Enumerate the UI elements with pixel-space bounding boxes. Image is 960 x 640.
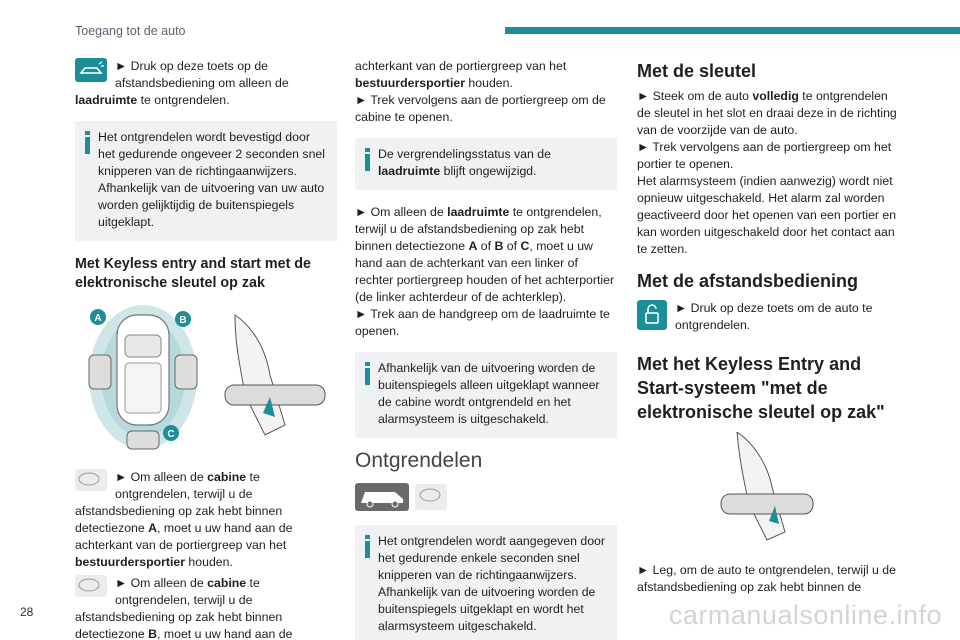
heading-keyless-start: Met het Keyless Entry and Start-systeem "met de elektronische sleutel op zak": [637, 354, 885, 422]
paragraph-alarm: Het alarmsysteem (indien aanwezig) wordt niet opnieuw uitgeschakeld. Het alarm zal worden geactiveerd door het openen van een portier en kan worden uitgeschakeld door het contact aan te zetten.: [637, 174, 897, 256]
paragraph-open-cargo: ► Trek aan de handgreep om de laadruimte te openen.: [355, 307, 610, 338]
heading-met-de-sleutel: Met de sleutel: [637, 61, 757, 81]
section-heading-keyless: Met Keyless entry and start met de elektronische sleutel op zak: [75, 256, 311, 291]
text-bold: laadruimte: [75, 93, 138, 107]
handle-touch-icon: [75, 575, 107, 597]
zone-label-c: C: [167, 429, 175, 440]
text: ► Druk op deze toets op de afstandsbediening om alleen de: [115, 59, 289, 90]
info-icon: [365, 148, 370, 178]
text-bold: A: [468, 239, 478, 253]
paragraph-driver-door: [355, 58, 617, 92]
handle-touch-icon: [415, 484, 447, 510]
text: houden.: [185, 555, 233, 569]
header-accent-bar: [505, 27, 960, 34]
text: blijft ongewijzigd.: [440, 164, 537, 178]
text: houden.: [465, 76, 513, 90]
column-1: [75, 58, 337, 640]
paragraph-remote-unlock: [637, 300, 901, 334]
text: ► Om alleen de: [355, 205, 448, 219]
info-text: Afhankelijk van de uitvoering worden de buitenspiegels alleen uitgeklapt wanneer de cabine wordt ontgrendeld en het alarmsysteem is uitgeschakeld.: [378, 361, 600, 426]
info-box: [355, 138, 617, 190]
hand-on-handle-image: [225, 315, 325, 435]
text-bold: bestuurdersportier: [75, 555, 186, 569]
paragraph-open-cabin: ► Trek vervolgens aan de portiergreep om de cabine te openen.: [355, 93, 606, 124]
van-icon: [355, 483, 409, 511]
hand-on-handle-image: [637, 432, 901, 544]
text-bold: cabine: [207, 576, 247, 590]
info-box: [355, 525, 617, 640]
text: te ontgrendelen de sleutel in het slot en draai deze in de richting van de voorzijde van de auto.: [637, 89, 897, 137]
text: ► Steek om de auto: [637, 89, 753, 103]
paragraph-cargo-unlock: [75, 58, 337, 109]
text: of: [477, 239, 495, 253]
text: te ontgrendelen, terwijl u de afstandsbediening op zak hebt binnen detectiezone: [75, 470, 283, 535]
unlock-icon: [637, 300, 667, 330]
text-bold: bestuurdersportier: [355, 76, 466, 90]
info-text: [378, 146, 607, 180]
text: te ontgrendelen, terwijl u de afstandsbediening op zak hebt binnen detectiezone: [355, 205, 602, 253]
text: te ontgrendelen, terwijl u de afstandsbediening op zak hebt binnen detectiezone: [75, 576, 283, 640]
text: of: [503, 239, 521, 253]
paragraph-keyless-unlock: ► Leg, om de auto te ontgrendelen, terwijl u de afstandsbediening op zak hebt binnen de: [637, 563, 896, 594]
text: ► Om alleen de: [115, 576, 208, 590]
icon-row: [355, 483, 617, 511]
zone-label-a: A: [94, 313, 102, 324]
text: , moet u uw hand aan de: [157, 627, 293, 640]
info-icon: [85, 131, 90, 161]
van-unlock-icon: [75, 58, 107, 82]
text: te ontgrendelen.: [137, 93, 230, 107]
text: ► Druk op deze toets om de auto te ontgrendelen.: [675, 301, 873, 332]
section-title-ontgrendelen: Ontgrendelen: [355, 449, 483, 472]
zone-label-b: B: [179, 315, 187, 326]
text: , moet u uw hand aan de achterkant van een linker of rechter portiergreep houden of het achterportier (de linker achterdeur of de achterklep).: [355, 239, 615, 304]
text: ► Om alleen de: [115, 470, 208, 484]
heading-afstandsbediening: Met de afstandsbediening: [637, 271, 859, 291]
watermark: carmanualsonline.info: [668, 600, 942, 630]
info-box: [355, 352, 617, 438]
column-2: [355, 58, 617, 640]
text-bold: laadruimte: [447, 205, 510, 219]
header-title: Toegang tot de auto: [75, 24, 186, 38]
column-3: [637, 58, 901, 596]
info-text: Het ontgrendelen wordt aangegeven door het gedurende enkele seconden snel knipperen van de richtingaanwijzers. Afhankelijk van de uitvoering worden de buitenspiegels uitgeklapt en wordt het alarmsysteem uitgeschakeld.: [378, 534, 605, 633]
text-bold: cabine: [207, 470, 247, 484]
text-bold: A: [148, 521, 158, 535]
text-bold: B: [148, 627, 158, 640]
text-bold: C: [520, 239, 530, 253]
paragraph-key-unlock: [637, 88, 901, 139]
handle-touch-icon: [75, 469, 107, 491]
page-number: 28: [20, 605, 34, 619]
info-box: [75, 121, 337, 241]
text: achterkant van de portiergreep van het: [355, 59, 567, 73]
info-icon: [365, 362, 370, 392]
info-text: Het ontgrendelen wordt bevestigd door het gedurende ongeveer 2 seconden snel knipperen van de richtingaanwijzers. Afhankelijk van de uitvoering van uw auto worden gelijktijdig de buitenspiegels uitgeklapt.: [98, 130, 325, 229]
text: , moet u uw hand aan de achterkant van de portiergreep van het: [75, 521, 293, 552]
detection-zones-illustration: [75, 305, 337, 457]
paragraph-zone-b: [75, 575, 337, 640]
info-icon: [365, 535, 370, 565]
paragraph-zone-a: [75, 469, 337, 571]
text-bold: volledig: [752, 89, 799, 103]
paragraph-open-door: ► Trek vervolgens aan de portiergreep om het portier te openen.: [637, 140, 892, 171]
text-bold: B: [494, 239, 504, 253]
text-bold: laadruimte: [378, 164, 441, 178]
paragraph-cargo-zones: [355, 204, 617, 306]
text: De vergrendelingsstatus van de: [378, 147, 551, 161]
